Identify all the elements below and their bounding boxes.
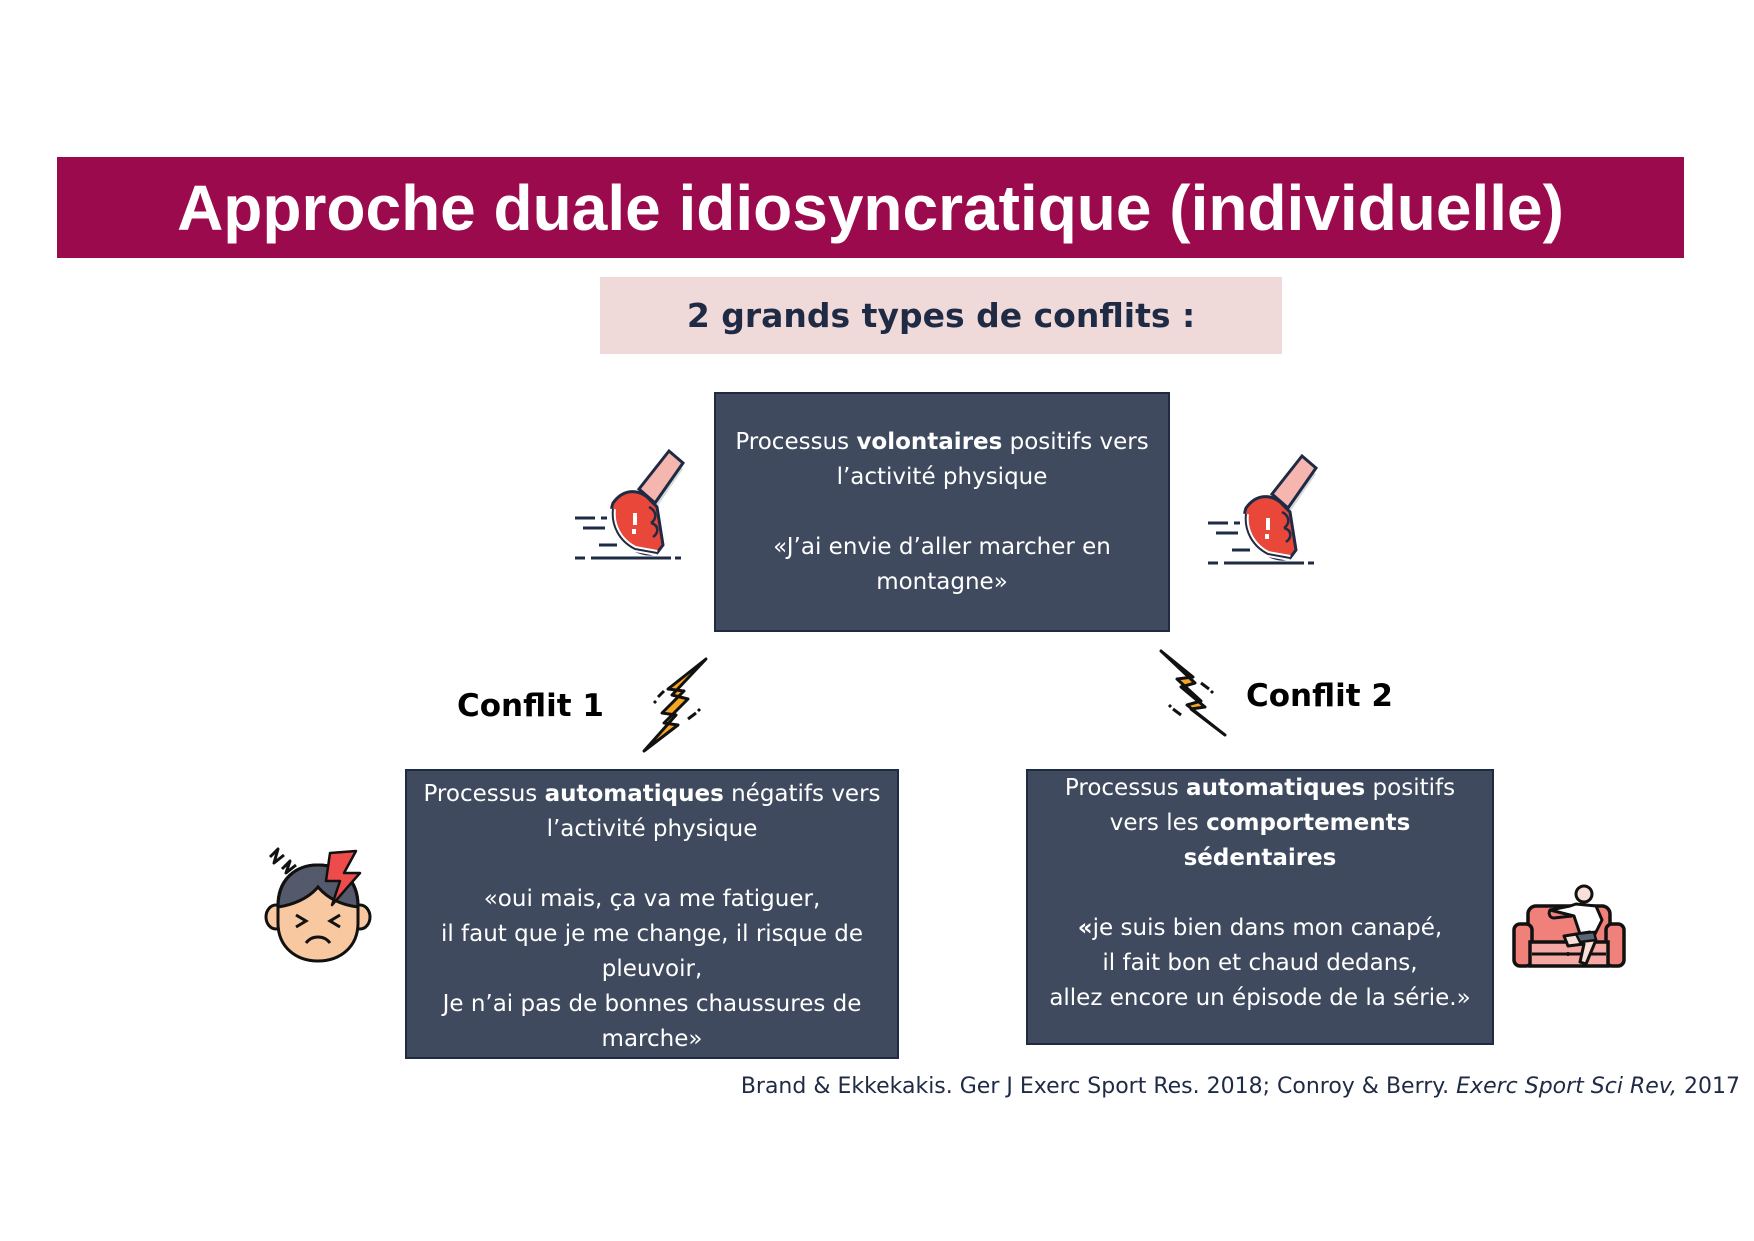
box-heading: Processus automatiques négatifs vers [423, 781, 881, 807]
quote-line: marche» [601, 1026, 703, 1052]
quote-line: il faut que je me change, il risque de [440, 921, 864, 947]
page-title: Approche duale idiosyncratique (individuelle) [177, 171, 1564, 244]
conflict-2-label: Conflit 2 [1246, 678, 1393, 714]
lightning-bolt-icon [1155, 647, 1230, 739]
title-bar [57, 157, 1684, 258]
box-heading-line2: vers les comportements [1109, 810, 1411, 836]
box-heading-line2: l’activité physique [836, 463, 1048, 490]
box-heading: Processus automatiques positifs [1064, 775, 1456, 801]
voluntary-process-box [714, 392, 1170, 632]
automatic-negative-process-box [405, 769, 899, 1059]
quote-line: «je suis bien dans mon canapé, [1077, 915, 1443, 941]
conflict-1-label: Conflit 1 [457, 688, 604, 724]
quote-line: montagne» [876, 568, 1008, 595]
quote-line: «J’ai envie d’aller marcher en [773, 533, 1111, 560]
person-on-sofa-icon [1510, 880, 1628, 976]
automatic-sedentary-process-box [1026, 769, 1494, 1045]
quote-line: Je n’ai pas de bonnes chaussures de [442, 991, 862, 1017]
box-heading-line3: sédentaires [1183, 845, 1337, 871]
subtitle-box [600, 277, 1282, 354]
quote-line: il fait bon et chaud dedans, [1102, 950, 1418, 976]
subtitle: 2 grands types de conflits : [686, 296, 1196, 335]
quote-line: pleuvoir, [601, 956, 703, 982]
box-heading-line2: l’activité physique [546, 816, 758, 842]
citation: Brand & Ekkekakis. Ger J Exerc Sport Res. 2018; Conroy & Berry. Exerc Sport Sci Rev, 2017 [740, 1074, 1740, 1099]
lightning-bolt-icon [638, 655, 713, 755]
running-shoe-icon [1198, 450, 1323, 570]
quote-line: «oui mais, ça va me fatiguer, [483, 886, 821, 912]
quote-line: allez encore un épisode de la série.» [1049, 985, 1471, 1011]
box-heading: Processus volontaires positifs vers [735, 428, 1149, 455]
headache-face-icon [262, 843, 374, 965]
running-shoe-icon [565, 445, 690, 565]
